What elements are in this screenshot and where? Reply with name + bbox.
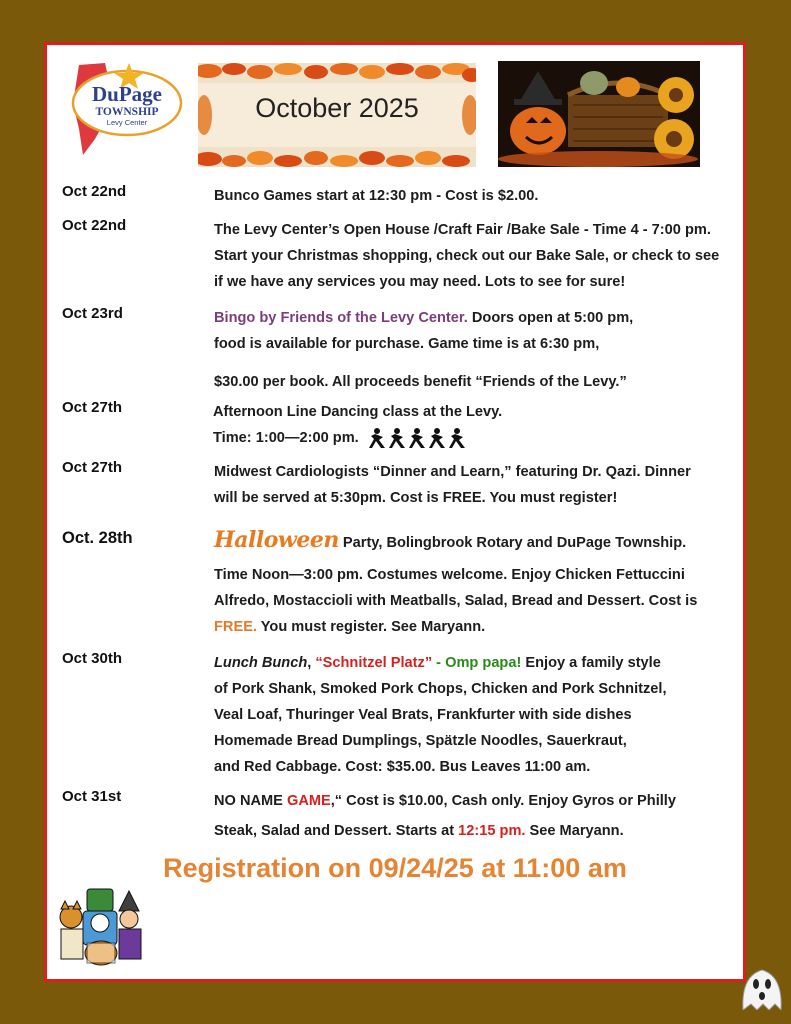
event-line: Alfredo, Mostaccioli with Meatballs, Salad, Bread and Dessert. Cost is — [214, 593, 698, 609]
event-description — [214, 183, 737, 209]
event-description — [214, 788, 737, 844]
logo-line3: Levy Center — [106, 118, 148, 127]
event-description — [214, 459, 737, 511]
event-description — [214, 527, 737, 640]
halloween-word: Halloween — [214, 527, 339, 553]
flyer-page — [44, 42, 746, 982]
registration-notice: Registration on 09/24/25 at 11:00 am — [163, 853, 627, 883]
lunch-bunch: Lunch Bunch — [214, 655, 308, 671]
bingo-highlight: Bingo by Friends of the Levy Center. — [214, 310, 468, 326]
separator: , — [307, 655, 316, 671]
event-line: Homemade Bread Dumplings, Spätzle Noodles, Sauerkraut, — [214, 733, 627, 749]
event-date: Oct 31st — [62, 788, 122, 805]
event-description — [213, 399, 737, 451]
game-highlight: GAME — [286, 793, 331, 809]
month-title: October 2025 — [255, 93, 419, 123]
event-line: NO NAME — [214, 793, 287, 809]
kids-costume-icon — [57, 887, 147, 969]
event-date: Oct 22nd — [62, 183, 127, 200]
event-line: Veal Loaf, Thuringer Veal Brats, Frankfurter with side dishes — [214, 707, 632, 723]
dupage-logo — [65, 59, 183, 163]
event-line: Time Noon—3:00 pm. Costumes welcome. Enjoy Chicken Fettuccini — [214, 567, 685, 583]
logo-line2: TOWNSHIP — [95, 106, 159, 118]
event-line: $30.00 per book. All proceeds benefit “Friends of the Levy.” — [214, 374, 627, 390]
omp-highlight: Omp papa! — [445, 655, 522, 671]
free-highlight: FREE. — [214, 619, 257, 635]
event-line: The Levy Center’s Open House /Craft Fair /Bake Sale - Time 4 - 7:00 pm. — [214, 222, 711, 238]
event-date: Oct 22nd — [62, 217, 127, 234]
separator: - — [432, 655, 446, 671]
event-description — [214, 650, 737, 780]
event-line: Bunco Games start at 12:30 pm - Cost is $2.00. — [214, 188, 539, 204]
event-date: Oct 27th — [62, 399, 123, 416]
line-dancers-icon — [369, 428, 471, 448]
event-date: Oct. 28th — [62, 529, 133, 547]
event-line: Start your Christmas shopping, check out our Bake Sale, or check to see — [214, 248, 720, 264]
event-line: and Red Cabbage. Cost: $35.00. Bus Leaves 11:00 am. — [214, 759, 591, 775]
event-date: Oct 30th — [62, 650, 123, 667]
logo-line1: DuPage — [92, 82, 162, 106]
event-line: Enjoy a family style — [521, 655, 661, 671]
event-line: will be served at 5:30pm. Cost is FREE. You must register! — [214, 490, 618, 506]
event-line: Steak, Salad and Dessert. Starts at — [214, 823, 459, 839]
event-line: Party, Bolingbrook Rotary and DuPage Township. — [338, 535, 687, 551]
ghost-icon — [737, 966, 787, 1010]
schnitzel-highlight: “Schnitzel Platz” — [315, 655, 433, 671]
event-line: of Pork Shank, Smoked Pork Chops, Chicken and Pork Schnitzel, — [214, 681, 667, 697]
event-description — [214, 217, 737, 295]
event-date: Oct 27th — [62, 459, 123, 476]
event-line: Afternoon Line Dancing class at the Levy. — [213, 404, 503, 420]
event-line: ,“ Cost is $10.00, Cash only. Enjoy Gyros or Philly — [330, 793, 676, 809]
event-line: Doors open at 5:00 pm, — [467, 310, 634, 326]
time-highlight: 12:15 pm. — [458, 823, 526, 839]
event-line: Time: 1:00—2:00 pm. — [213, 430, 359, 446]
event-date: Oct 23rd — [62, 305, 123, 322]
month-banner — [198, 63, 476, 167]
event-line: food is available for purchase. Game time is at 6:30 pm, — [214, 336, 600, 352]
event-line: Midwest Cardiologists “Dinner and Learn,” featuring Dr. Qazi. Dinner — [214, 464, 691, 480]
event-line: See Maryann. — [525, 823, 624, 839]
event-line: if we have any services you may need. Lots to see for sure! — [214, 274, 626, 290]
halloween-photo — [498, 61, 700, 167]
event-description — [214, 305, 737, 395]
event-line: You must register. See Maryann. — [256, 619, 486, 635]
